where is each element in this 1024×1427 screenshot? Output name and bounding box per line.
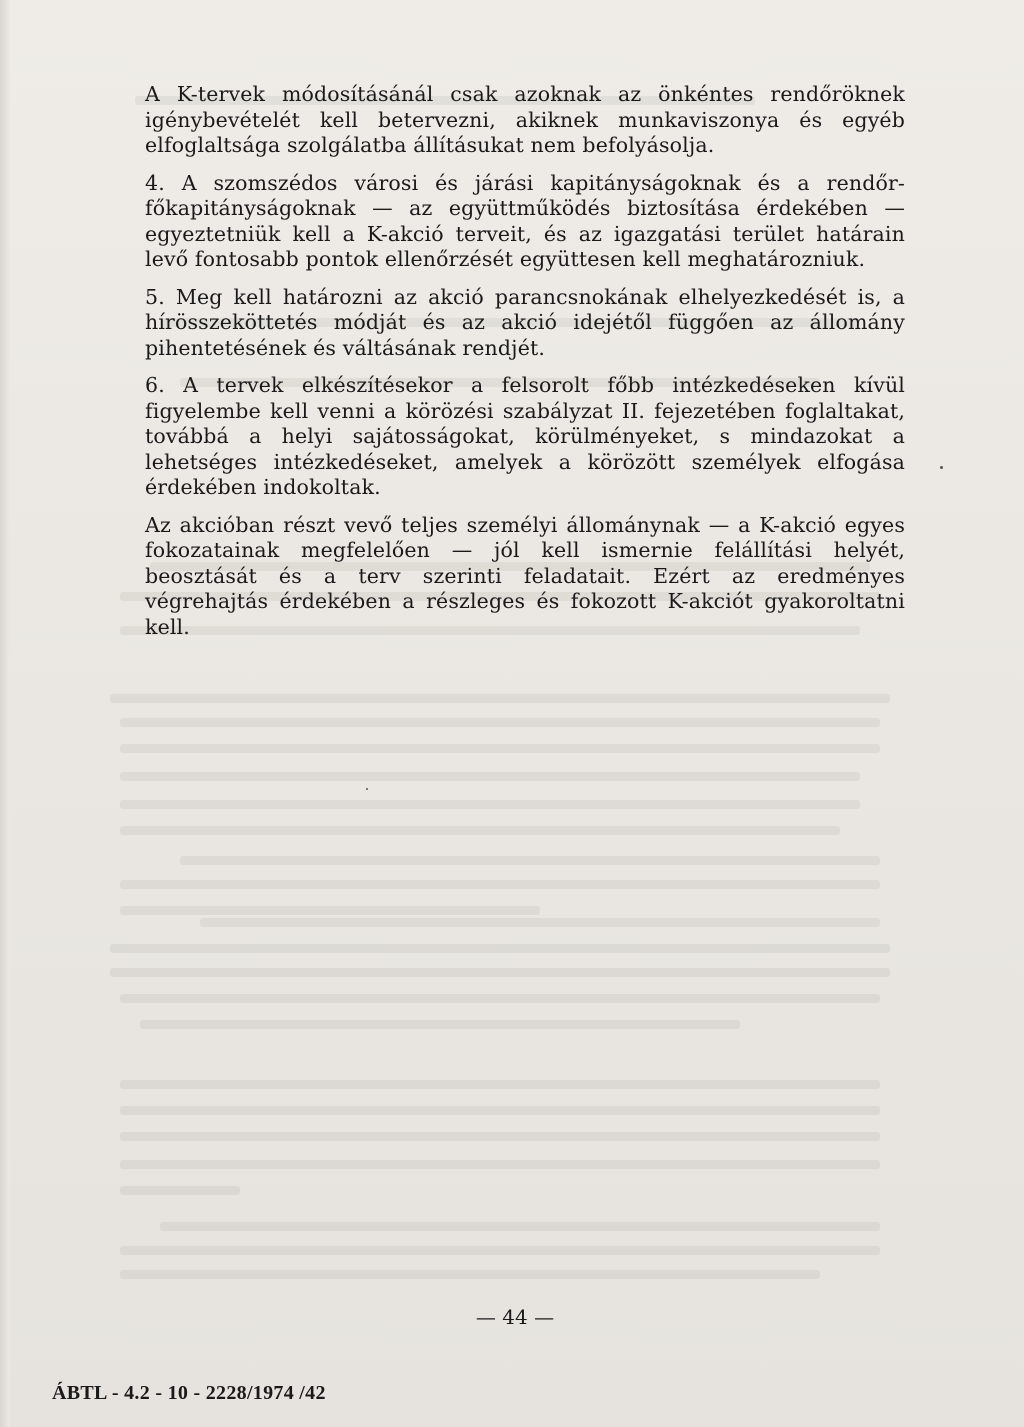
paragraph-number: 6. xyxy=(145,373,165,397)
archive-reference-stamp: ÁBTL - 4.2 - 10 - 2228/1974 /42 xyxy=(52,1382,326,1404)
paragraph-6 xyxy=(145,373,905,501)
paragraph-4 xyxy=(145,171,905,273)
page-edge-shadow xyxy=(0,0,10,1427)
paragraph-number: 4. xyxy=(145,170,165,195)
paper-speck xyxy=(366,788,368,790)
paragraph-text: A tervek elkészítésekor a felsorolt főbb intézkedéseken kívül figyelembe kell venni a körözési szabályzat II. fejezetében foglaltakat, továbbá a helyi sajátosságokat, körülményeket, s mindazokat a lehetséges intézkedéseket, amelyek a körözött személyek elfogása érdekében indokoltak. xyxy=(145,373,906,499)
document-body xyxy=(145,82,905,640)
paragraph-5 xyxy=(145,285,905,362)
page-number: — 44 — xyxy=(475,1305,555,1329)
paragraph-text: Meg kell határozni az akció parancsnokának elhelyezkedését is, a hírösszeköttetés módját és az akció idejétől függően az állomány pihentetésének és váltásának rendjét. xyxy=(145,284,905,360)
paragraph-text: Az akcióban részt vevő teljes személyi állománynak — a K-akció egyes fokozatainak megfelelően — jól kell ismernie felállítási helyét, beosztását és a terv szerinti feladatait. Ezért az eredményes végrehajtás érdekében a részleges és fokozott K-akciót gyakoroltatni kell. xyxy=(145,512,905,639)
paragraph-text: A K-tervek módosításánál csak azoknak az önkéntes rendőröknek igénybevételét kell betervezni, akiknek munkaviszonya és egyéb elfoglaltsága szolgálatba állításukat nem befolyásolja. xyxy=(145,82,905,157)
paragraph-closing xyxy=(145,513,905,641)
paragraph-text: A szomszédos városi és járási kapitányságoknak és a rendőr-főkapitányságoknak — az együttműködés biztosítása érdekében — egyeztetniük kell a K-akció terveit, és az igazgatási terület határain levő fontosabb pontok ellenőrzését együttesen kell meghatározniuk. xyxy=(145,170,905,271)
paragraph-intro xyxy=(145,82,905,159)
paragraph-number: 5. xyxy=(145,284,165,309)
paper-speck xyxy=(940,466,943,469)
